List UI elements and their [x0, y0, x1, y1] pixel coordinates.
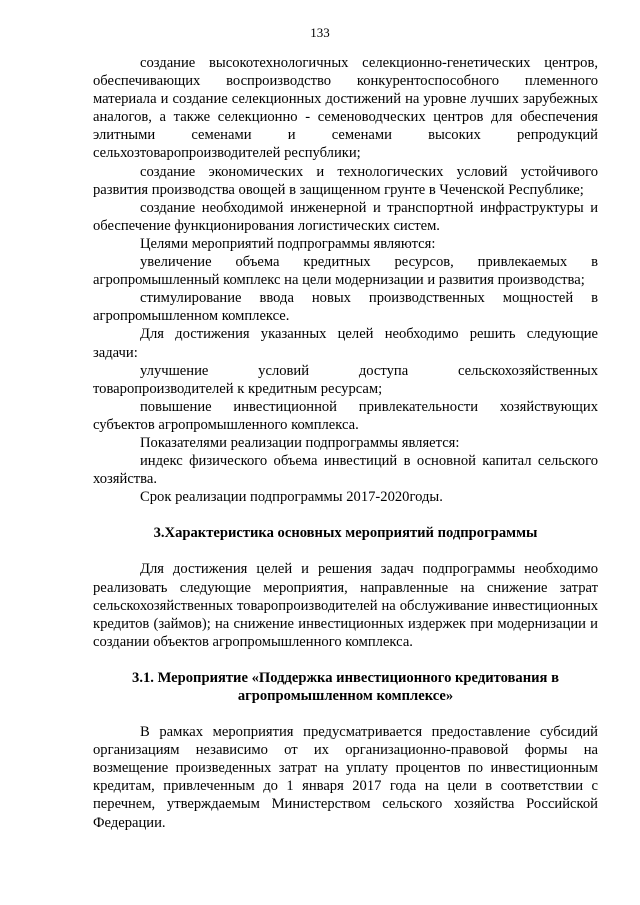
section-heading: 3.Характеристика основных мероприятий подпрограммы: [153, 525, 538, 542]
paragraph: Срок реализации подпрограммы 2017-2020годы.: [140, 489, 443, 506]
page-number: 133: [310, 25, 330, 40]
paragraph: создание экономических и технологических условий устойчивого развития производства овощей в защищенном грунте в Чеченской Республике;: [93, 163, 598, 198]
spacer: [93, 542, 598, 560]
subsection-heading: 3.1. Мероприятие «Поддержка инвестиционного кредитования в агропромышленном комплексе»: [132, 669, 559, 704]
paragraph: улучшение условий доступа сельскохозяйственных товаропроизводителей к кредитным ресурсам;: [93, 362, 598, 397]
paragraph: создание необходимой инженерной и транспортной инфраструктуры и обеспечение функционирования логистических систем.: [93, 199, 598, 234]
paragraph: повышение инвестиционной привлекательности хозяйствующих субъектов агропромышленного комплекса.: [93, 398, 598, 433]
paragraph: Для достижения целей и решения задач подпрограммы необходимо реализовать следующие мероприятия, направленные на снижение затрат сельскохозяйственных товаропроизводителей на обслуживание инвестиционных кредитов (займов); на снижение инвестиционных издержек при модернизации и создании объектов агропромышленного комплекса.: [93, 561, 598, 650]
paragraph: Показателями реализации подпрограммы является:: [140, 434, 460, 451]
paragraph: Целями мероприятий подпрограммы являются:: [140, 235, 436, 252]
paragraph: Для достижения указанных целей необходимо решить следующие задачи:: [93, 326, 598, 361]
paragraph: увеличение объема кредитных ресурсов, привлекаемых в агропромышленный комплекс на цели модернизации и развития производства;: [93, 254, 598, 289]
spacer: [93, 705, 598, 723]
spacer: [93, 651, 598, 669]
paragraph: стимулирование ввода новых производственных мощностей в агропромышленном комплексе.: [93, 290, 598, 325]
paragraph: индекс физического объема инвестиций в основной капитал сельского хозяйства.: [93, 453, 598, 488]
document-body: [93, 54, 598, 832]
spacer: [93, 506, 598, 524]
paragraph: создание высокотехнологичных селекционно-генетических центров, обеспечивающих воспроизводство конкурентоспособного племенного материала и создание селекционных достижений на уровне лучших зарубежных аналогов, а также селекционно - семеноводческих центров для обеспечения элитными семенами и семенами высоких репродукций сельхозтоваропроизводителей республики;: [93, 55, 598, 162]
paragraph: В рамках мероприятия предусматривается предоставление субсидий организациям независимо от их организационно-правовой формы на возмещение произведенных затрат на уплату процентов по инвестиционным кредитам, привлеченным до 1 января 2017 года на цели в соответствии с перечнем, утверждаемым Министерством сельского хозяйства Российской Федерации.: [93, 724, 598, 831]
